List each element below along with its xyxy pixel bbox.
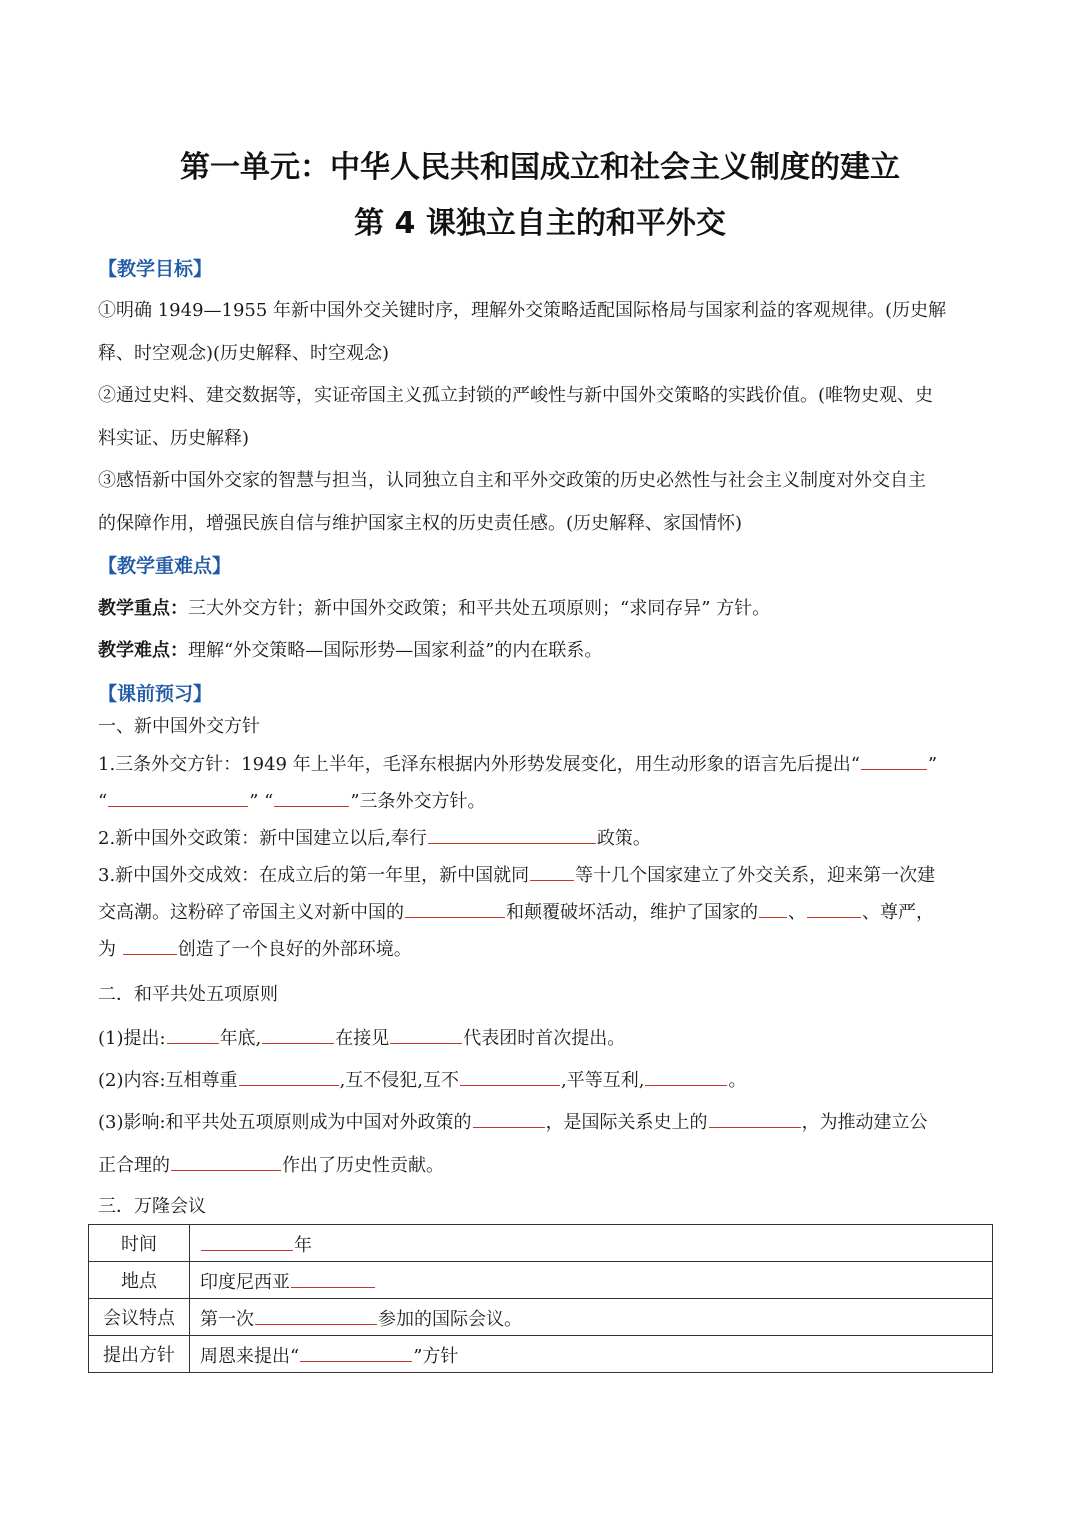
fill-blank[interactable] (167, 1023, 219, 1044)
q1-text-c: “ (98, 791, 108, 812)
q1-text-b: ” (927, 754, 938, 775)
row-label: 提出方针 (89, 1336, 190, 1373)
p2-text-a: (2)内容:互相尊重 (98, 1070, 238, 1091)
row-label: 地点 (89, 1262, 190, 1299)
row-label: 时间 (89, 1225, 190, 1262)
q3-text-d: 和颠覆破坏活动，维护了国家的 (506, 902, 758, 923)
principle-3-line-1 (98, 1107, 988, 1134)
row-pre: 印度尼西亚 (200, 1271, 290, 1293)
teaching-focus (98, 594, 988, 620)
p1-text-a: (1)提出: (98, 1028, 166, 1049)
question-3-line-2 (98, 897, 988, 924)
question-1-line-1 (98, 749, 988, 776)
fill-blank[interactable] (861, 749, 927, 770)
fill-blank[interactable] (255, 1304, 377, 1325)
q3-text-f: 、尊严， (862, 902, 934, 923)
teaching-difficulty (98, 636, 988, 662)
q1-text-d: ” “ (249, 791, 274, 812)
p1-text-c: 在接见 (335, 1028, 390, 1049)
p3-text-d: 正合理的 (98, 1155, 170, 1176)
section-3-title: 三．万隆会议 (98, 1196, 206, 1217)
row-pre: 第一次 (200, 1308, 254, 1330)
section-1-title: 一、新中国外交方针 (98, 716, 260, 737)
fill-blank[interactable] (645, 1065, 727, 1086)
p3-text-e: 作出了历史性贡献。 (282, 1155, 444, 1176)
p3-text-b: ，是国际关系史上的 (545, 1112, 708, 1133)
row-label: 会议特点 (89, 1299, 190, 1336)
difficulty-label: 教学难点： (98, 640, 188, 661)
fill-blank[interactable] (405, 897, 505, 918)
fill-blank[interactable] (807, 897, 861, 918)
table-row (89, 1225, 993, 1262)
row-value (190, 1262, 993, 1299)
fill-blank[interactable] (262, 1023, 334, 1044)
p2-text-c: ,平等互利, (561, 1070, 645, 1091)
q3-text-g: 为 (98, 939, 122, 960)
principle-3-line-2 (98, 1150, 988, 1177)
bandung-table (88, 1224, 993, 1373)
p2-text-d: 。 (728, 1070, 747, 1091)
fill-blank[interactable] (274, 786, 349, 807)
p1-text-d: 代表团时首次提出。 (463, 1028, 626, 1049)
fill-blank[interactable] (300, 1341, 412, 1362)
row-value (190, 1299, 993, 1336)
fill-blank[interactable] (291, 1267, 375, 1288)
objective-3-line-1: ③感悟新中国外交家的智慧与担当，认同独立自主和平外交政策的历史必然性与社会主义制度对外交自主 (98, 470, 926, 491)
q1-text-a: 1.三条外交方针：1949 年上半年，毛泽东根据内外形势发展变化，用生动形象的语言先后提出“ (98, 754, 860, 775)
fill-blank[interactable] (123, 934, 177, 955)
fill-blank[interactable] (709, 1107, 801, 1128)
table-row (89, 1262, 993, 1299)
principle-2 (98, 1065, 988, 1092)
section-2-title: 二．和平共处五项原则 (98, 984, 278, 1005)
fill-blank[interactable] (108, 786, 248, 807)
objective-2-line-1: ②通过史料、建交数据等，实证帝国主义孤立封锁的严峻性与新中国外交策略的实践价值。(唯物史观、史 (98, 385, 934, 406)
question-3-line-1 (98, 860, 988, 887)
principle-1 (98, 1023, 988, 1050)
unit-title: 第一单元：中华人民共和国成立和社会主义制度的建立 (180, 150, 900, 185)
focus-label: 教学重点： (98, 598, 188, 619)
q3-text-a: 3.新中国外交成效：在成立后的第一年里，新中国就同 (98, 865, 530, 886)
q1-text-e: ”三条外交方针。 (350, 791, 486, 812)
objective-1-line-1: ①明确 1949—1955 年新中国外交关键时序，理解外交策略适配国际格局与国家利益的客观规律。(历史解 (98, 300, 947, 321)
q2-text-b: 政策。 (596, 828, 651, 849)
objective-3-line-2: 的保障作用，增强民族自信与维护国家主权的历史责任感。(历史解释、家国情怀) (98, 513, 743, 534)
fill-blank[interactable] (239, 1065, 339, 1086)
p3-text-c: ，为推动建立公 (801, 1112, 928, 1133)
row-pre: 周恩来提出“ (200, 1345, 300, 1367)
row-post: ”方针 (413, 1345, 459, 1367)
fill-blank[interactable] (530, 860, 574, 881)
keypoints-heading: 【教学重难点】 (98, 555, 232, 577)
q3-text-c: 交高潮。这粉碎了帝国主义对新中国的 (98, 902, 404, 923)
p2-text-b: ,互不侵犯,互不 (339, 1070, 460, 1091)
q3-text-b: 等十几个国家建立了外交关系，迎来第一次建 (575, 865, 936, 886)
fill-blank[interactable] (201, 1230, 293, 1251)
row-value (190, 1336, 993, 1373)
table-row (89, 1299, 993, 1336)
fill-blank[interactable] (759, 897, 787, 918)
objective-1-line-2: 释、时空观念)(历史解释、时空观念) (98, 343, 390, 364)
lesson-title: 第 4 课独立自主的和平外交 (354, 206, 726, 241)
row-value (190, 1225, 993, 1262)
question-1-line-2 (98, 786, 988, 813)
question-2 (98, 823, 988, 850)
fill-blank[interactable] (460, 1065, 560, 1086)
q3-text-e: 、 (788, 902, 806, 923)
preview-heading: 【课前预习】 (98, 683, 213, 705)
row-post: 年 (294, 1234, 312, 1256)
difficulty-text: 理解“外交策略—国际形势—国家利益”的内在联系。 (188, 640, 603, 661)
row-post: 参加的国际会议。 (378, 1308, 522, 1330)
focus-text: 三大外交方针；新中国外交政策；和平共处五项原则；“求同存异” 方针。 (188, 598, 771, 619)
q3-text-h: 创造了一个良好的外部环境。 (177, 939, 412, 960)
fill-blank[interactable] (473, 1107, 545, 1128)
objectives-heading: 【教学目标】 (98, 258, 213, 280)
q2-text-a: 2.新中国外交政策：新中国建立以后,奉行 (98, 828, 427, 849)
objective-2-line-2: 料实证、历史解释) (98, 428, 250, 449)
p3-text-a: (3)影响:和平共处五项原则成为中国对外政策的 (98, 1112, 472, 1133)
fill-blank[interactable] (390, 1023, 462, 1044)
p1-text-b: 年底, (219, 1028, 262, 1049)
question-3-line-3 (98, 934, 988, 961)
fill-blank[interactable] (428, 823, 596, 844)
fill-blank[interactable] (171, 1150, 281, 1171)
table-row (89, 1336, 993, 1373)
